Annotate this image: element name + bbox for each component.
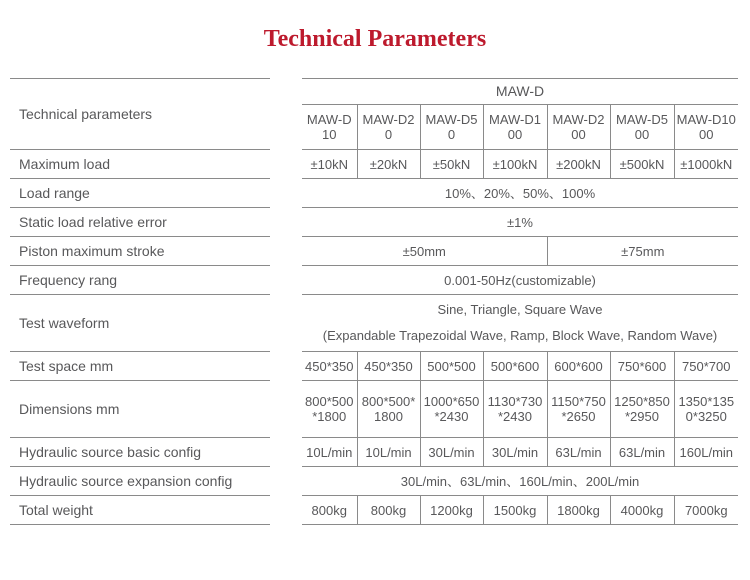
param-label: Frequency rang	[10, 266, 270, 295]
value-cell: 160L/min	[674, 438, 738, 467]
series-header: MAW-D	[302, 79, 738, 105]
value-cell: ±10kN	[302, 150, 357, 179]
value-cell: 30L/min	[483, 438, 547, 467]
value-cell: ±1000kN	[674, 150, 738, 179]
column-gap	[270, 381, 302, 438]
param-label: Piston maximum stroke	[10, 237, 270, 266]
value-cell: 30L/min	[420, 438, 483, 467]
value-cell: ±1%	[302, 208, 738, 237]
model-header: MAW-D100	[483, 105, 547, 150]
param-label: Dimensions mm	[10, 381, 270, 438]
value-cell: ±200kN	[547, 150, 610, 179]
value-cell: 450*350	[302, 352, 357, 381]
column-gap	[270, 237, 302, 266]
param-label: Hydraulic source basic config	[10, 438, 270, 467]
column-gap	[270, 352, 302, 381]
value-cell: 800*500*1800	[302, 381, 357, 438]
value-cell: 1000*650*2430	[420, 381, 483, 438]
value-cell: 1800kg	[547, 496, 610, 525]
waveform-line-2: (Expandable Trapezoidal Wave, Ramp, Block Wave, Random Wave)	[322, 328, 718, 343]
value-cell: 800*500*1800	[357, 381, 420, 438]
value-cell: 10L/min	[357, 438, 420, 467]
value-cell: 63L/min	[610, 438, 674, 467]
value-cell: 1350*1350*3250	[674, 381, 738, 438]
value-cell: 800kg	[302, 496, 357, 525]
column-gap	[270, 295, 302, 352]
value-cell: 63L/min	[547, 438, 610, 467]
page	[0, 26, 750, 580]
param-label: Static load relative error	[10, 208, 270, 237]
value-cell: 4000kg	[610, 496, 674, 525]
value-cell: 30L/min、63L/min、160L/min、200L/min	[302, 467, 738, 496]
column-gap	[270, 79, 302, 150]
column-gap	[270, 266, 302, 295]
value-cell: ±20kN	[357, 150, 420, 179]
param-label: Test waveform	[10, 295, 270, 352]
param-label: Test space mm	[10, 352, 270, 381]
value-cell: ±100kN	[483, 150, 547, 179]
value-cell: 800kg	[357, 496, 420, 525]
column-gap	[270, 496, 302, 525]
value-cell: ±50kN	[420, 150, 483, 179]
model-header: MAW-D10	[302, 105, 357, 150]
param-label: Hydraulic source expansion config	[10, 467, 270, 496]
column-gap	[270, 467, 302, 496]
value-cell	[302, 295, 738, 352]
column-gap	[270, 179, 302, 208]
param-label: Load range	[10, 179, 270, 208]
model-header: MAW-D200	[547, 105, 610, 150]
value-cell: 600*600	[547, 352, 610, 381]
value-cell: ±500kN	[610, 150, 674, 179]
column-gap	[270, 208, 302, 237]
value-cell: ±50mm	[302, 237, 547, 266]
value-cell: 1130*730*2430	[483, 381, 547, 438]
model-header: MAW-D1000	[674, 105, 738, 150]
model-header: MAW-D20	[357, 105, 420, 150]
value-cell: 1500kg	[483, 496, 547, 525]
value-cell: 10%、20%、50%、100%	[302, 179, 738, 208]
table-corner-label: Technical parameters	[10, 79, 270, 150]
value-cell: 750*700	[674, 352, 738, 381]
waveform-line-1: Sine, Triangle, Square Wave	[437, 302, 603, 317]
value-cell: 1200kg	[420, 496, 483, 525]
value-cell: 1150*750*2650	[547, 381, 610, 438]
column-gap	[270, 438, 302, 467]
column-gap	[270, 150, 302, 179]
page-title: Technical Parameters	[263, 26, 487, 52]
model-header: MAW-D50	[420, 105, 483, 150]
param-label: Maximum load	[10, 150, 270, 179]
value-cell: 10L/min	[302, 438, 357, 467]
value-cell: 500*500	[420, 352, 483, 381]
value-cell: 1250*850*2950	[610, 381, 674, 438]
value-cell: 7000kg	[674, 496, 738, 525]
value-cell: 0.001-50Hz(customizable)	[302, 266, 738, 295]
value-cell: 750*600	[610, 352, 674, 381]
parameters-table	[10, 78, 738, 525]
value-cell: ±75mm	[547, 237, 738, 266]
value-cell: 500*600	[483, 352, 547, 381]
model-header: MAW-D500	[610, 105, 674, 150]
param-label: Total weight	[10, 496, 270, 525]
value-cell: 450*350	[357, 352, 420, 381]
